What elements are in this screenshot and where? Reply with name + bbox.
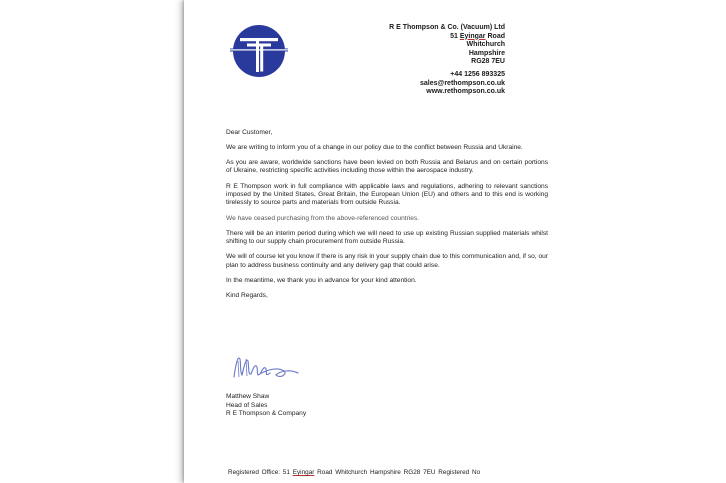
handwritten-signature <box>228 349 308 383</box>
contact-block <box>420 71 505 97</box>
paragraph: We are writing to inform you of a change in our policy due to the conflict between Russia and Ukraine. <box>226 143 523 151</box>
signer-title: Head of Sales <box>226 401 268 409</box>
paragraph: We have ceased purchasing from the above-referenced countries. <box>226 214 420 222</box>
paragraph: There will be an interim period during which we will need to use up existing Russian supplied materials whilst shifting to our supply chain procurement from outside Russia. <box>226 229 548 246</box>
company-address-block <box>389 24 505 67</box>
company-name: R E Thompson & Co. (Vacuum) Ltd <box>389 24 505 31</box>
registered-office-footer: Registered Office: 51 Eyingar Road Whitchurch Hampshire RG28 7EU Registered No <box>228 469 481 476</box>
address-line-town: Whitchurch <box>466 41 505 49</box>
website-address: www.rethompson.co.uk <box>426 88 505 96</box>
paragraph: In the meantime, we thank you in advance for your kind attention. <box>226 277 417 285</box>
address-postcode: RG28 7EU <box>471 58 505 66</box>
greeting: Dear Customer, <box>226 129 273 136</box>
address-line-county: Hampshire <box>468 49 505 57</box>
letter-page <box>184 0 726 483</box>
signer-company: R E Thompson & Company <box>226 410 307 418</box>
closing: Kind Regards, <box>226 292 268 300</box>
paragraph: R E Thompson work in full compliance with applicable laws and regulations, adhering to relevant sanctions imposed by the United States, Great Britain, the European Union (EU) and others and to this end is working tirelessly to source parts and materials from outside Russia. <box>226 182 548 207</box>
signer-name: Matthew Shaw <box>226 393 270 400</box>
letter-body <box>226 129 548 301</box>
phone-number: +44 1256 893325 <box>450 71 505 78</box>
email-address: sales@rethompson.co.uk <box>419 79 505 87</box>
address-line-street: 51 Eyingar Road <box>450 32 505 40</box>
paragraph: As you are aware, worldwide sanctions have been levied on both Russia and Belarus and on certain portions of Ukraine, restricting specific activities including those within the aerospace industry. <box>226 159 548 175</box>
signer-block <box>226 393 306 419</box>
company-logo <box>230 22 288 80</box>
paragraph: We will of course let you know if there is any risk in your supply chain due to this communication and, if so, our plan to address business continuity and any delivery gap that could arise. <box>226 253 548 269</box>
